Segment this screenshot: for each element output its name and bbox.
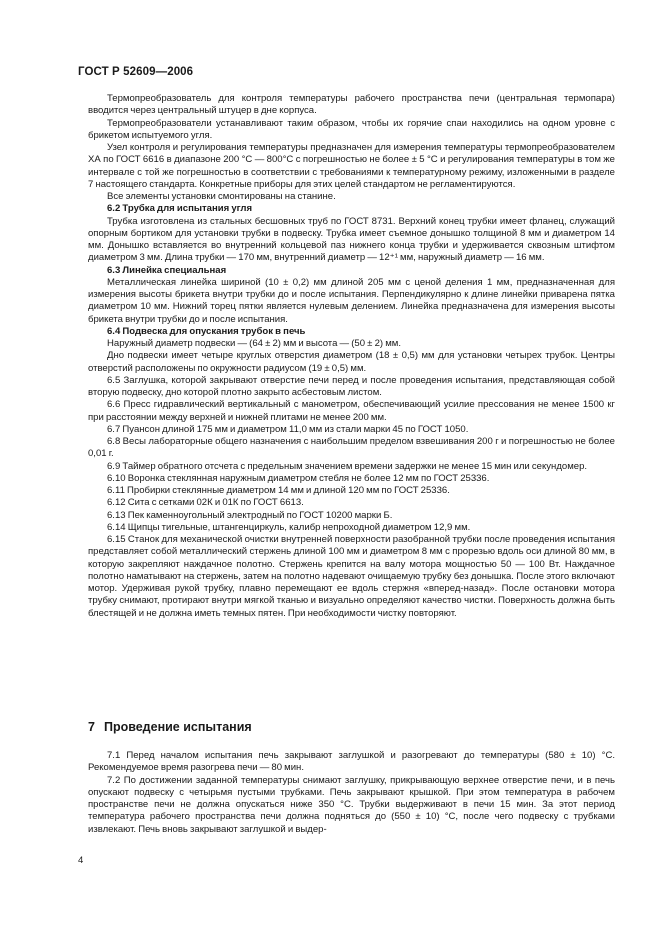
paragraph: 6.15 Станок для механической очистки внутренней поверхности разобранной трубки после проведения испытания представляет собой металлический стержень длиной 100 мм и диаметром 8 мм с прорезью вдоль оси длиной 80 мм, в которую закрепляют наждачное полотно. Стержень крепится на валу мотора мощностью 50 — 100 Вт. Наждачное полотно наматывают на стержень, затем на полотно надевают очищаемую трубку без донышка. После этого включают мотор. Удерживая рукой трубку, плавно перемещают ее вдоль стержня «вперед-назад». После остановки мотора трубку снимают, протирают внутри мягкой тканью и визуально определяют качество чистки. Поверхность должна быть блестящей и не должна иметь темных пятен. При необходимости чистку повторяют. (88, 534, 615, 619)
section-title-text: Проведение испытания (103, 720, 252, 734)
paragraph: 7.1 Перед началом испытания печь закрывают заглушкой и разогревают до температуры (580 ± 10) °С. Рекомендуемое время разогрева печи — 80 мин. (88, 750, 615, 774)
paragraph: 6.5 Заглушка, которой закрывают отверстие печи перед и после проведения испытания, представляющая собой вторую подвеску, дно которой плотно закрыто асбестовым листом. (88, 374, 615, 398)
document-header: ГОСТ Р 52609—2006 (78, 66, 194, 78)
paragraph: 6.12 Сита с сетками 02К и 01К по ГОСТ 6613. (107, 497, 304, 509)
paragraph: 6.6 Пресс гидравлический вертикальный с манометром, обеспечивающий усилие прессования не менее 1500 кг при расстоянии между верхней и нижней плитами не менее 200 мм. (88, 399, 615, 423)
paragraph: 6.7 Пуансон длиной 175 мм и диаметром 11,0 мм из стали марки 45 по ГОСТ 1050. (107, 423, 469, 435)
page-number: 4 (78, 855, 84, 866)
paragraph: Узел контроля и регулирования температуры предназначен для измерения температуры термопреобразователем ХА по ГОСТ 6616 в диапазоне 200 °С — 800°С с погрешностью не более ± 5 °С и регулирования температуры в том же интервале с той же погрешностью в соответствии с требованиями к температурному режиму, изложенными в разделе 7 настоящего стандарта. Конкретные приборы для этих целей стандартом не регламентируются. (88, 142, 615, 190)
paragraph: 6.14 Щипцы тигельные, штангенциркуль, калибр непроходной диаметром 12,9 мм. (107, 521, 471, 533)
section-number: 7 (88, 720, 95, 734)
paragraph: Термопреобразователи устанавливают таким образом, чтобы их горячие спаи находились на одном уровне с брикетом испытуемого угля. (88, 117, 615, 141)
paragraph: Трубка изготовлена из стальных бесшовных труб по ГОСТ 8731. Верхний конец трубки имеет фланец, служащий опорным бортиком для установки трубки в подвеску. Трубка имеет съемное донышко толщиной 8 мм и диаметром 14 мм. Донышко вставляется во внутренний кольцевой паз нижнего конца трубки и удерживается сквозным штифтом диаметром 3 мм. Длина трубки — 170 мм, внутренний диаметр — 12⁺¹ мм, наружный диаметр — 16 мм. (88, 215, 615, 264)
paragraph: 6.9 Таймер обратного отсчета с предельным значением времени задержки не менее 15 мин или секундомер. (107, 460, 588, 472)
paragraph: Все элементы установки смонтированы на станине. (107, 191, 336, 202)
paragraph: Металлическая линейка шириной (10 ± 0,2) мм длиной 205 мм с ценой деления 1 мм, предназначенная для измерения высоты брикета внутри трубки до и после испытания. Перпендикулярно к длине линейки приварена пятка диаметром 10 мм. Нижний торец пятки является нулевым делением. Линейка предназначена для измерения высоты брикета внутри трубки до и после испытания. (88, 276, 615, 325)
paragraph: 6.11 Пробирки стеклянные диаметром 14 мм и длиной 120 мм по ГОСТ 25336. (107, 485, 450, 496)
subsection-heading: 6.2 Трубка для испытания угля (107, 203, 253, 215)
section-6-body (88, 93, 615, 620)
section-heading (88, 720, 252, 734)
paragraph: 6.13 Пек каменноугольный электродный по ГОСТ 10200 марки Б. (107, 509, 393, 521)
section-7-body (88, 750, 615, 836)
subsection-heading: 6.4 Подвеска для опускания трубок в печь (107, 325, 306, 337)
paragraph: 6.8 Весы лабораторные общего назначения с наибольшим пределом взвешивания 200 г и погрешностью не более 0,01 г. (88, 436, 615, 460)
paragraph: Термопреобразователь для контроля температуры рабочего пространства печи (центральная термопара) вводится через центральный штуцер в дне корпуса. (88, 93, 615, 117)
paragraph: 7.2 По достижении заданной температуры снимают заглушку, прикрывающую верхнее отверстие печи, и в печь опускают подвеску с четырьмя пустыми трубками. Печь закрывают крышкой. При этом температура в рабочем пространстве печи не должна опускаться ниже 350 °С. Трубки выдерживают в печи 15 мин. За этот период температура рабочего пространства печи должна подняться до (550 ± 10) °С, после чего подвеску с трубками извлекают. Печь вновь закрывают заглушкой и выдер- (88, 774, 615, 835)
subsection-heading: 6.3 Линейка специальная (107, 264, 227, 276)
paragraph: 6.10 Воронка стеклянная наружным диаметром стебля не более 12 мм по ГОСТ 25336. (107, 472, 490, 484)
paragraph: Дно подвески имеет четыре круглых отверстия диаметром (18 ± 0,5) мм для установки четырех трубок. Центры отверстий расположены по окружности радиусом (19 ± 0,5) мм. (88, 350, 615, 374)
paragraph: Наружный диаметр подвески — (64 ± 2) мм и высота — (50 ± 2) мм. (107, 338, 401, 349)
